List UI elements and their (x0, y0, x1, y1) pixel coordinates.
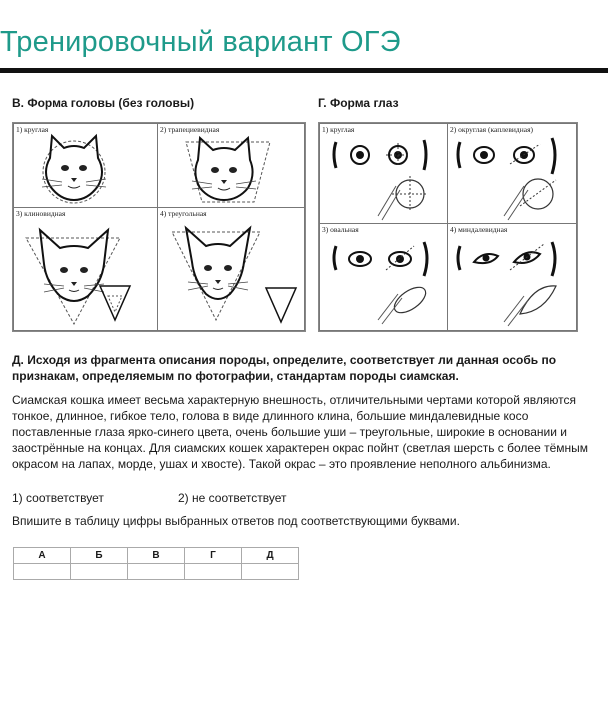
page-title: Тренировочный вариант ОГЭ (0, 26, 401, 58)
answer-cell-b[interactable] (71, 564, 128, 580)
answer-header-d: Д (242, 548, 299, 564)
cat-head-trapezoid-icon (158, 124, 304, 208)
answer-header-g: Г (185, 548, 242, 564)
eye-shape-panel (318, 122, 578, 332)
head-shape-wedge (13, 207, 159, 331)
eye-shape-oval (319, 223, 449, 331)
answer-table (13, 547, 299, 580)
instruction-text: Впишите в таблицу цифры выбранных ответов под соответствующими буквами. (12, 514, 460, 528)
eye-option-4-label: 4) миндалевидная (450, 225, 508, 234)
eye-rounded-icon (448, 124, 576, 224)
breed-description: Сиамская кошка имеет весьма характерную внешность, отличительными чертами которой являются тонкое, длинное, гибкое тело, голова в виде длинного клина, большие миндалевидные косо поставленные глаза ярко-синего цвета, очень большие уши – треугольные, широкие в основании и заострённые на концах. Для сиамских кошек характерен окрас пойнт (светлая шерсть с более тёмным окрасом на лапах, морде, ушах и хвосте). Такой окрас – это проявление неполного альбинизма. (12, 393, 589, 471)
question-title: Д. Исходя из фрагмента описания породы, определите, соответствует ли данная особь по признакам, определяемым по фотографии, стандартам породы сиамская. (12, 353, 557, 383)
cat-head-round-icon (14, 124, 158, 208)
eye-shape-round (319, 123, 449, 225)
head-option-2-label: 2) трапециевидная (160, 125, 220, 134)
answer-cell-d[interactable] (242, 564, 299, 580)
answer-table-header-row (14, 548, 299, 564)
eye-round-icon (320, 124, 448, 224)
section-v-heading: В. Форма головы (без головы) (12, 96, 195, 110)
eye-option-3-label: 3) овальная (322, 225, 359, 234)
answer-option-2: 2) не соответствует (178, 491, 287, 505)
answer-header-a: А (14, 548, 71, 564)
cat-head-triangle-icon (158, 208, 304, 330)
title-divider (0, 68, 608, 73)
answer-header-v: В (128, 548, 185, 564)
head-shape-round (13, 123, 159, 209)
answer-cell-v[interactable] (128, 564, 185, 580)
answer-options (12, 491, 286, 505)
head-option-3-label: 3) клиновидная (16, 209, 66, 218)
eye-option-2-label: 2) округлая (каплевидная) (450, 125, 534, 134)
head-option-1-label: 1) круглая (16, 125, 49, 134)
head-shape-triangle (157, 207, 305, 331)
eye-shape-almond (447, 223, 577, 331)
head-shape-panel (12, 122, 306, 332)
answer-cell-g[interactable] (185, 564, 242, 580)
answer-header-b: Б (71, 548, 128, 564)
answer-option-1: 1) соответствует (12, 491, 104, 505)
section-g-heading: Г. Форма глаз (318, 96, 399, 110)
answer-cell-a[interactable] (14, 564, 71, 580)
head-option-4-label: 4) треугольная (160, 209, 207, 218)
answer-table-input-row (14, 564, 299, 580)
head-shape-trapezoid (157, 123, 305, 209)
eye-option-1-label: 1) круглая (322, 125, 355, 134)
eye-almond-icon (448, 224, 576, 330)
cat-head-wedge-icon (14, 208, 158, 330)
eye-shape-rounded (447, 123, 577, 225)
eye-oval-icon (320, 224, 448, 330)
